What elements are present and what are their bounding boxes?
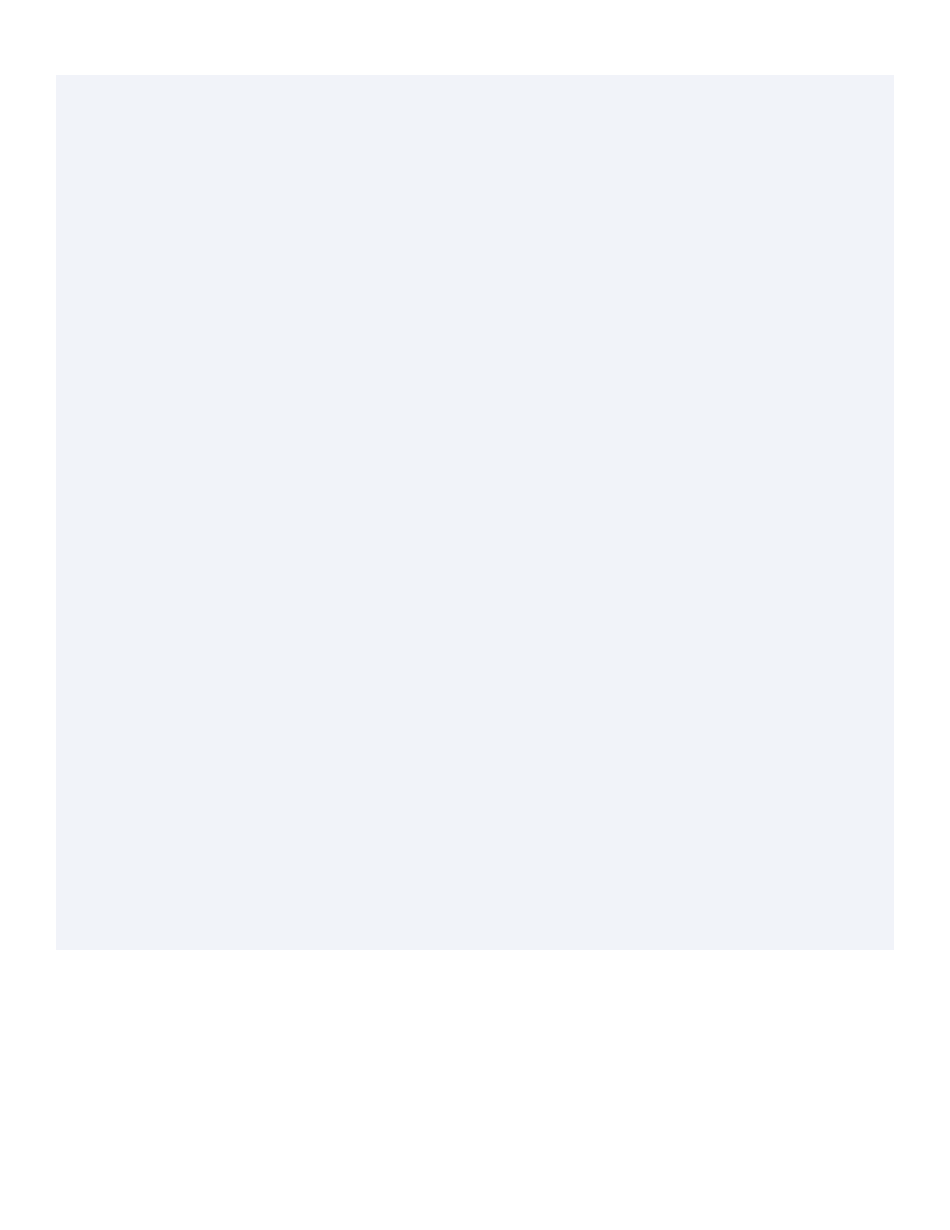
contents-panel <box>56 75 894 950</box>
copyright-block <box>594 1073 894 1079</box>
